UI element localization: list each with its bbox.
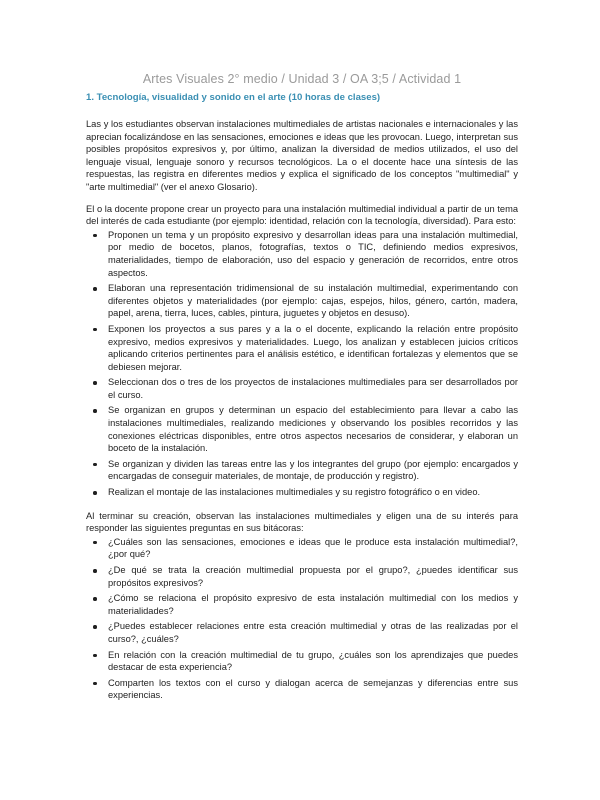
proposal-paragraph: El o la docente propone crear un proyecto para una instalación multimedial individual a partir de un tema del interés de cada estudiante (por ejemplo: identidad, relación con la tecnología, diversidad). Para esto: bbox=[86, 203, 518, 227]
bullet-icon bbox=[93, 463, 97, 467]
bullet-icon bbox=[93, 654, 97, 658]
list-item bbox=[108, 229, 518, 279]
list-item-text: Se organizan y dividen las tareas entre las y los integrantes del grupo (por ejemplo: encargados y encargadas de conseguir materiales, de montaje, de producción y registro). bbox=[108, 458, 518, 482]
section-heading: 1. Tecnología, visualidad y sonido en el arte (10 horas de clases) bbox=[86, 92, 381, 103]
questions-list bbox=[86, 536, 518, 702]
list-item bbox=[108, 458, 518, 483]
list-item bbox=[108, 376, 518, 401]
list-item bbox=[108, 282, 518, 320]
list-item-text: Realizan el montaje de las instalaciones multimediales y su registro fotográfico o en video. bbox=[108, 487, 481, 498]
document-title: Artes Visuales 2° medio / Unidad 3 / OA 3;5 / Actividad 1 bbox=[142, 72, 462, 86]
bullet-icon bbox=[93, 234, 97, 238]
list-item-text: Se organizan en grupos y determinan un espacio del establecimiento para llevar a cabo las instalaciones multimediales, realizando mediciones y observando los posibles recorridos y las conexiones eléctricas disponibles, entre otros aspectos necesarios de considerar, y elaboran un boceto de la instalación. bbox=[108, 405, 518, 454]
bullet-icon bbox=[93, 409, 97, 413]
list-item bbox=[108, 620, 518, 645]
list-item bbox=[108, 404, 518, 454]
bullet-icon bbox=[93, 287, 97, 291]
list-item bbox=[108, 536, 518, 561]
list-item-text: En relación con la creación multimedial de tu grupo, ¿cuáles son los aprendizajes que puedes destacar de esta experiencia? bbox=[108, 649, 518, 673]
list-item-text: ¿De qué se trata la creación multimedial propuesta por el grupo?, ¿puedes identificar sus propósitos expresivos? bbox=[108, 565, 518, 588]
list-item bbox=[108, 649, 518, 674]
list-item-text: Elaboran una representación tridimensional de su instalación multimedial, experimentando con diferentes objetos y materialidades (por ejemplo: cajas, espejos, hilos, género, cartón, madera, papel, arena, tierra, luces, cables, pintura, juguetes y objetos en desuso). bbox=[108, 283, 518, 319]
list-item-text: ¿Puedes establecer relaciones entre esta creación multimedial y otras de las realizadas por el curso?, ¿cuáles? bbox=[108, 621, 518, 644]
list-item-text: Seleccionan dos o tres de los proyectos de instalaciones multimediales para ser desarrollados por el curso. bbox=[108, 377, 518, 400]
list-item bbox=[108, 564, 518, 589]
list-item bbox=[108, 592, 518, 617]
list-item bbox=[108, 486, 518, 499]
list-item bbox=[108, 323, 518, 373]
bullet-icon bbox=[93, 682, 97, 686]
bullet-icon bbox=[93, 381, 97, 385]
closing-paragraph: Al terminar su creación, observan las instalaciones multimediales y eligen una de su interés para responder las siguientes preguntas en sus bitácoras: bbox=[86, 510, 518, 534]
bullet-icon bbox=[93, 625, 97, 629]
bullet-icon bbox=[93, 541, 97, 545]
list-item-text: Proponen un tema y un propósito expresivo y desarrollan ideas para una instalación multimedial, por medio de bocetos, planos, fotografías, textos o TIC, definiendo medios expresivos, materialidades, tiempo de elaboración, uso del espacio y generación de recorridos, entre otros aspectos. bbox=[108, 229, 518, 278]
steps-list bbox=[86, 229, 518, 499]
bullet-icon bbox=[93, 597, 97, 601]
bullet-icon bbox=[93, 569, 97, 573]
bullet-icon bbox=[93, 491, 97, 495]
bullet-icon bbox=[93, 328, 97, 332]
list-item-text: ¿Cuáles son las sensaciones, emociones e ideas que le produce esta instalación multimedial?, ¿por qué? bbox=[108, 536, 518, 560]
intro-paragraph: Las y los estudiantes observan instalaciones multimediales de artistas nacionales e internacionales y las aprecian focalizándose en las sensaciones, emociones e ideas que les provocan. Luego, interpretan sus posibles propósitos expresivos y, por último, analizan la diversidad de medios utilizados, el uso del lenguaje visual, lenguaje sonoro y recursos tecnológicos. La o el docente hace una síntesis de las respuestas, las registra en diferentes medios y explica el significado de los conceptos "multimedial" y "arte multimedial" (ver el anexo Glosario). bbox=[86, 119, 518, 192]
list-item bbox=[108, 677, 518, 702]
list-item-text: Exponen los proyectos a sus pares y a la o el docente, explicando la relación entre propósito expresivo, medios expresivos y materialidades. Luego, los analizan y establecen juicios críticos aplicando criterios pertinentes para el análisis estético, e identifican fortalezas y elementos que se debiesen mejorar. bbox=[108, 323, 518, 372]
list-item-text: Comparten los textos con el curso y dialogan acerca de semejanzas y diferencias entre sus experiencias. bbox=[108, 677, 518, 701]
list-item-text: ¿Cómo se relaciona el propósito expresivo de esta instalación multimedial con los medios y materialidades? bbox=[108, 593, 518, 616]
